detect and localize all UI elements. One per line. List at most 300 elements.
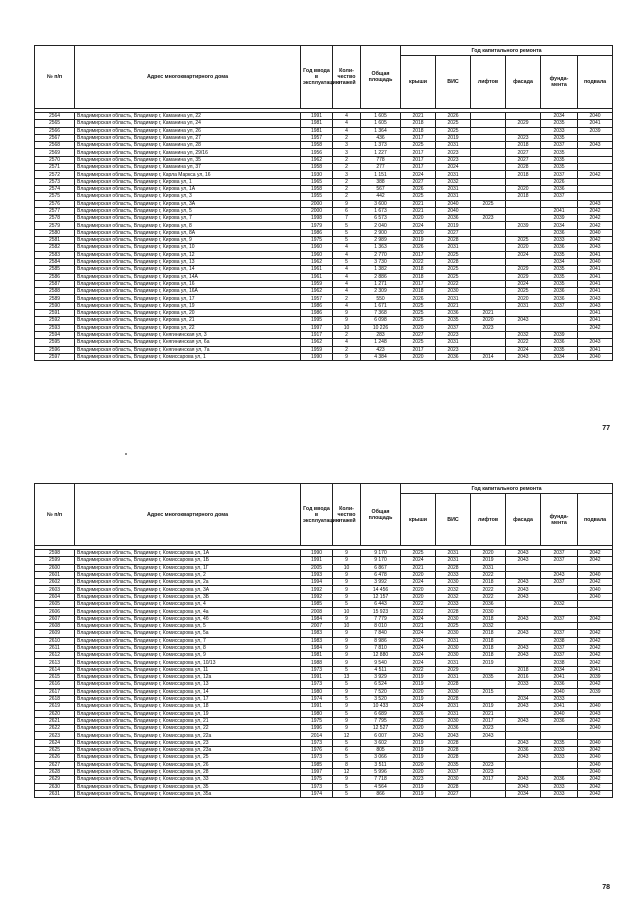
cell-address: Владимирская область, Владимир г, Кирова ул, 20 [75, 310, 301, 317]
cell-total-area: 2 770 [361, 251, 401, 258]
cell-foundation-year [541, 761, 578, 768]
cell-facade-year: 2034 [506, 695, 541, 702]
cell-address: Владимирская область, Владимир г, Каманина ул, 28 [75, 142, 301, 149]
cell-vis-year: 2030 [436, 688, 471, 695]
cell-lifts-year [471, 134, 506, 141]
cell-vis-year: 2028 [436, 608, 471, 615]
table-row [35, 666, 613, 673]
cell-row-num: 2624 [35, 739, 75, 746]
cell-basement-year [578, 601, 613, 608]
cell-address: Владимирская область, Владимир г, Комиссарова ул, 12а [75, 674, 301, 681]
cell-address: Владимирская область, Владимир г, Кирова ул, 13 [75, 258, 301, 265]
cell-total-area: 3 066 [361, 754, 401, 761]
cell-floors: 9 [333, 579, 361, 586]
cell-vis-year: 2035 [436, 317, 471, 324]
cell-vis-year: 2035 [436, 761, 471, 768]
cell-floors: 6 [333, 207, 361, 214]
cell-total-area: 9 170 [361, 557, 401, 564]
cell-vis-year: 2028 [436, 739, 471, 746]
cell-row-num: 2604 [35, 593, 75, 600]
cell-foundation-year: 2040 [541, 688, 578, 695]
cell-vis-year: 2030 [436, 288, 471, 295]
cell-lifts-year [471, 120, 506, 127]
cell-total-area: 1 227 [361, 149, 401, 156]
cell-basement-year: 2041 [578, 120, 613, 127]
cell-basement-year [578, 622, 613, 629]
cell-address: Владимирская область, Владимир г, Комиссарова ул, 11 [75, 666, 301, 673]
cell-roof-year: 2018 [401, 120, 436, 127]
cell-roof-year: 2020 [401, 215, 436, 222]
cell-vis-year: 2029 [436, 666, 471, 673]
cell-basement-year [578, 732, 613, 739]
cell-address: Владимирская область, Владимир г, Комиссарова ул, 5 [75, 622, 301, 629]
table-row [35, 601, 613, 608]
cell-year-built: 1958 [301, 185, 333, 192]
cell-vis-year: 2027 [436, 229, 471, 236]
cell-roof-year: 2025 [401, 302, 436, 309]
cell-year-built: 1988 [301, 659, 333, 666]
cell-lifts-year: 2031 [471, 564, 506, 571]
cell-lifts-year: 2022 [471, 586, 506, 593]
cell-foundation-year [541, 725, 578, 732]
cell-year-built: 1962 [301, 339, 333, 346]
table-row [35, 288, 613, 295]
cell-roof-year: 2024 [401, 222, 436, 229]
cell-foundation-year: 2035 [541, 251, 578, 258]
cell-lifts-year [471, 339, 506, 346]
header-foundation: фунда-мента [541, 56, 578, 109]
cell-roof-year: 2027 [401, 331, 436, 338]
cell-address: Владимирская область, Владимир г, Каманина ул, 22 [75, 113, 301, 120]
cell-floors: 9 [333, 659, 361, 666]
cell-row-num: 2565 [35, 120, 75, 127]
cell-basement-year: 2040 [578, 739, 613, 746]
cell-year-built: 1965 [301, 178, 333, 185]
cell-row-num: 2580 [35, 229, 75, 236]
cell-total-area: 7 840 [361, 630, 401, 637]
cell-facade-year: 2022 [506, 339, 541, 346]
cell-row-num: 2609 [35, 630, 75, 637]
cell-floors: 4 [333, 302, 361, 309]
cell-address: Владимирская область, Владимир г, Кирова ул, 3А [75, 200, 301, 207]
cell-lifts-year: 2018 [471, 644, 506, 651]
cell-total-area: 3 602 [361, 739, 401, 746]
cell-foundation-year: 2036 [541, 776, 578, 783]
cell-row-num: 2577 [35, 207, 75, 214]
cell-lifts-year [471, 156, 506, 163]
cell-year-built: 1991 [301, 113, 333, 120]
cell-year-built: 1959 [301, 346, 333, 353]
cell-row-num: 2582 [35, 244, 75, 251]
cell-vis-year: 2031 [436, 295, 471, 302]
cell-basement-year: 2041 [578, 288, 613, 295]
cell-address: Владимирская область, Владимир г, Княгининская ул, 3 [75, 331, 301, 338]
cell-foundation-year: 2037 [541, 171, 578, 178]
cell-vis-year: 2032 [436, 593, 471, 600]
cell-facade-year [506, 127, 541, 134]
cell-address: Владимирская область, Владимир г, Кирова ул, 3 [75, 193, 301, 200]
cell-lifts-year: 2018 [471, 637, 506, 644]
cell-foundation-year [541, 768, 578, 775]
cell-lifts-year: 2030 [471, 608, 506, 615]
cell-basement-year: 2042 [578, 171, 613, 178]
cell-address: Владимирская область, Владимир г, Кирова ул, 8А [75, 229, 301, 236]
cell-floors: 9 [333, 615, 361, 622]
cell-lifts-year [471, 295, 506, 302]
cell-row-num: 2597 [35, 353, 75, 360]
cell-total-area: 1 271 [361, 280, 401, 287]
cell-total-area: 6 478 [361, 571, 401, 578]
cell-year-built: 2014 [301, 732, 333, 739]
cell-total-area: 6 098 [361, 317, 401, 324]
cell-lifts-year [471, 229, 506, 236]
cell-roof-year: 2021 [401, 622, 436, 629]
cell-total-area: 3 730 [361, 258, 401, 265]
cell-facade-year: 2043 [506, 317, 541, 324]
cell-lifts-year [471, 185, 506, 192]
cell-floors: 5 [333, 739, 361, 746]
capital-repair-table-page-77 [34, 45, 613, 361]
cell-foundation-year [541, 317, 578, 324]
cell-roof-year: 2022 [401, 608, 436, 615]
cell-lifts-year [471, 273, 506, 280]
cell-foundation-year: 2033 [541, 747, 578, 754]
cell-floors: 5 [333, 666, 361, 673]
cell-vis-year: 2037 [436, 324, 471, 331]
cell-basement-year: 2042 [578, 681, 613, 688]
cell-year-built: 1983 [301, 630, 333, 637]
cell-address: Владимирская область, Владимир г, Комиссарова ул, 18 [75, 703, 301, 710]
table-row [35, 586, 613, 593]
cell-facade-year [506, 608, 541, 615]
cell-year-built: 1962 [301, 258, 333, 265]
cell-lifts-year [471, 681, 506, 688]
cell-basement-year: 2042 [578, 222, 613, 229]
cell-year-built: 2000 [301, 207, 333, 214]
cell-year-built: 1986 [301, 229, 333, 236]
cell-address: Владимирская область, Владимир г, Комиссарова ул, 26 [75, 761, 301, 768]
cell-total-area: 12 157 [361, 593, 401, 600]
cell-foundation-year [541, 564, 578, 571]
cell-facade-year [506, 229, 541, 236]
cell-basement-year: 2039 [578, 688, 613, 695]
cell-address: Владимирская область, Владимир г, Комиссарова ул, 25 [75, 754, 301, 761]
cell-roof-year: 2024 [401, 703, 436, 710]
cell-basement-year: 2040 [578, 593, 613, 600]
table-row [35, 258, 613, 265]
cell-facade-year [506, 113, 541, 120]
cell-address: Владимирская область, Владимир г, Комиссарова ул, 4 [75, 601, 301, 608]
cell-year-built: 1973 [301, 739, 333, 746]
cell-vis-year: 2033 [436, 571, 471, 578]
cell-foundation-year: 2034 [541, 222, 578, 229]
cell-vis-year: 2031 [436, 659, 471, 666]
cell-floors: 10 [333, 564, 361, 571]
cell-total-area: 283 [361, 331, 401, 338]
cell-facade-year: 2029 [506, 266, 541, 273]
cell-foundation-year: 2037 [541, 615, 578, 622]
cell-address: Владимирская область, Владимир г, Кирова ул, 10 [75, 244, 301, 251]
table-body [35, 550, 613, 798]
cell-basement-year: 2040 [578, 586, 613, 593]
cell-vis-year: 2036 [436, 215, 471, 222]
cell-roof-year: 2020 [401, 761, 436, 768]
page-number: 77 [602, 425, 610, 432]
cell-year-built: 1973 [301, 783, 333, 790]
cell-total-area: 1 363 [361, 244, 401, 251]
cell-facade-year [506, 710, 541, 717]
cell-roof-year: 2021 [401, 200, 436, 207]
cell-basement-year: 2040 [578, 571, 613, 578]
cell-floors: 9 [333, 550, 361, 557]
cell-address: Владимирская область, Владимир г, Комиссарова ул, 21 [75, 717, 301, 724]
cell-row-num: 2616 [35, 681, 75, 688]
cell-facade-year [506, 178, 541, 185]
cell-foundation-year: 2036 [541, 229, 578, 236]
cell-year-built: 2000 [301, 200, 333, 207]
cell-basement-year [578, 331, 613, 338]
cell-basement-year: 2040 [578, 353, 613, 360]
cell-year-built: 2007 [301, 622, 333, 629]
table-row [35, 557, 613, 564]
cell-total-area: 9 540 [361, 659, 401, 666]
cell-basement-year: 2042 [578, 237, 613, 244]
cell-row-num: 2586 [35, 273, 75, 280]
cell-basement-year: 2041 [578, 346, 613, 353]
cell-floors: 4 [333, 113, 361, 120]
cell-foundation-year: 2037 [541, 579, 578, 586]
cell-basement-year: 2040 [578, 761, 613, 768]
cell-facade-year: 2043 [506, 550, 541, 557]
cell-row-num: 2605 [35, 601, 75, 608]
header-year: Год ввода в эксплуатацию [301, 484, 333, 546]
cell-basement-year: 2042 [578, 550, 613, 557]
scan-speck [125, 453, 127, 455]
cell-row-num: 2570 [35, 156, 75, 163]
cell-facade-year: 2028 [506, 164, 541, 171]
cell-vis-year: 2043 [436, 732, 471, 739]
cell-vis-year: 2030 [436, 776, 471, 783]
cell-facade-year: 2043 [506, 579, 541, 586]
cell-vis-year: 2022 [436, 280, 471, 287]
cell-address: Владимирская область, Владимир г, Комиссарова ул, 1А [75, 550, 301, 557]
cell-year-built: 2005 [301, 564, 333, 571]
table-row [35, 193, 613, 200]
cell-total-area: 1 364 [361, 127, 401, 134]
cell-floors: 9 [333, 637, 361, 644]
cell-row-num: 2593 [35, 324, 75, 331]
cell-floors: 9 [333, 725, 361, 732]
cell-lifts-year [471, 666, 506, 673]
cell-address: Владимирская область, Владимир г, Комиссарова ул, 13 [75, 681, 301, 688]
cell-basement-year: 2042 [578, 615, 613, 622]
cell-total-area: 8 010 [361, 622, 401, 629]
cell-lifts-year: 2017 [471, 776, 506, 783]
cell-address: Владимирская область, Владимир г, Кирова ул, 16А [75, 288, 301, 295]
cell-row-num: 2594 [35, 331, 75, 338]
cell-row-num: 2588 [35, 288, 75, 295]
cell-roof-year: 2024 [401, 557, 436, 564]
table-row [35, 717, 613, 724]
cell-row-num: 2602 [35, 579, 75, 586]
cell-lifts-year [471, 258, 506, 265]
cell-roof-year: 2017 [401, 346, 436, 353]
cell-facade-year: 2043 [506, 593, 541, 600]
cell-total-area: 436 [361, 134, 401, 141]
header-area: Общая площадь [361, 484, 401, 546]
cell-address: Владимирская область, Владимир г, Комиссарова ул, 14 [75, 688, 301, 695]
cell-total-area: 7 795 [361, 717, 401, 724]
cell-foundation-year: 2033 [541, 237, 578, 244]
cell-address: Владимирская область, Владимир г, Кирова ул, 9 [75, 237, 301, 244]
cell-total-area: 7 520 [361, 688, 401, 695]
cell-year-built: 1959 [301, 280, 333, 287]
cell-address: Владимирская область, Владимир г, Комиссарова ул, 8 [75, 644, 301, 651]
cell-row-num: 2617 [35, 688, 75, 695]
cell-total-area: 388 [361, 178, 401, 185]
cell-floors: 2 [333, 295, 361, 302]
cell-foundation-year: 2035 [541, 164, 578, 171]
cell-vis-year: 2028 [436, 747, 471, 754]
cell-year-built: 1992 [301, 586, 333, 593]
cell-lifts-year [471, 288, 506, 295]
table-row [35, 295, 613, 302]
cell-basement-year: 2043 [578, 710, 613, 717]
table-row [35, 127, 613, 134]
cell-row-num: 2592 [35, 317, 75, 324]
cell-floors: 6 [333, 747, 361, 754]
cell-lifts-year [471, 739, 506, 746]
cell-facade-year [506, 732, 541, 739]
cell-lifts-year [471, 164, 506, 171]
cell-vis-year: 2031 [436, 339, 471, 346]
cell-floors: 9 [333, 200, 361, 207]
cell-foundation-year: 2033 [541, 695, 578, 702]
cell-vis-year: 2019 [436, 222, 471, 229]
cell-total-area: 277 [361, 164, 401, 171]
cell-floors: 2 [333, 346, 361, 353]
cell-facade-year: 2020 [506, 244, 541, 251]
cell-row-num: 2614 [35, 666, 75, 673]
cell-facade-year: 2027 [506, 156, 541, 163]
cell-lifts-year: 2018 [471, 579, 506, 586]
cell-facade-year [506, 637, 541, 644]
cell-lifts-year: 2019 [471, 703, 506, 710]
cell-basement-year: 2039 [578, 674, 613, 681]
table-row [35, 776, 613, 783]
cell-total-area: 15 923 [361, 608, 401, 615]
cell-total-area: 4 564 [361, 783, 401, 790]
cell-facade-year: 2043 [506, 615, 541, 622]
table-row [35, 317, 613, 324]
cell-roof-year: 2021 [401, 113, 436, 120]
cell-address: Владимирская область, Владимир г, Кирова ул, 16 [75, 280, 301, 287]
table-row [35, 637, 613, 644]
table-row [35, 134, 613, 141]
cell-row-num: 2631 [35, 790, 75, 797]
cell-roof-year: 2026 [401, 710, 436, 717]
table-row [35, 237, 613, 244]
cell-total-area: 1 382 [361, 266, 401, 273]
cell-foundation-year [541, 622, 578, 629]
cell-total-area: 7 718 [361, 776, 401, 783]
cell-basement-year [578, 695, 613, 702]
header-floors: Коли-чество этажей [333, 484, 361, 546]
cell-vis-year: 2031 [436, 185, 471, 192]
cell-roof-year: 2018 [401, 288, 436, 295]
cell-row-num: 2568 [35, 142, 75, 149]
cell-basement-year: 2041 [578, 666, 613, 673]
cell-year-built: 1980 [301, 688, 333, 695]
cell-year-built: 1957 [301, 134, 333, 141]
cell-row-num: 2581 [35, 237, 75, 244]
cell-address: Владимирская область, Владимир г, Комиссарова ул, 22 [75, 725, 301, 732]
table-row [35, 564, 613, 571]
table-row [35, 331, 613, 338]
cell-total-area: 2 040 [361, 222, 401, 229]
cell-floors: 2 [333, 193, 361, 200]
cell-facade-year [506, 207, 541, 214]
cell-facade-year: 2025 [506, 237, 541, 244]
cell-address: Владимирская область, Владимир г, Комиссарова ул, 7 [75, 637, 301, 644]
cell-facade-year: 2043 [506, 586, 541, 593]
cell-vis-year: 2028 [436, 783, 471, 790]
cell-address: Владимирская область, Владимир г, Комиссарова ул, 19 [75, 710, 301, 717]
cell-address: Владимирская область, Владимир г, Каманина ул, 37 [75, 164, 301, 171]
cell-foundation-year [541, 200, 578, 207]
cell-foundation-year: 2039 [541, 331, 578, 338]
cell-vis-year: 2028 [436, 564, 471, 571]
header-repair-group: Год капитального ремонта [401, 484, 613, 494]
cell-year-built: 1981 [301, 127, 333, 134]
cell-facade-year: 2020 [506, 185, 541, 192]
cell-roof-year: 2019 [401, 783, 436, 790]
cell-total-area: 2 309 [361, 288, 401, 295]
cell-total-area: 423 [361, 346, 401, 353]
cell-floors: 10 [333, 608, 361, 615]
cell-row-num: 2567 [35, 134, 75, 141]
cell-basement-year: 2043 [578, 339, 613, 346]
cell-roof-year: 2020 [401, 324, 436, 331]
table-row [35, 339, 613, 346]
cell-foundation-year: 2037 [541, 550, 578, 557]
cell-total-area: 4 384 [361, 353, 401, 360]
cell-floors: 5 [333, 783, 361, 790]
cell-floors: 5 [333, 710, 361, 717]
cell-row-num: 2573 [35, 178, 75, 185]
cell-year-built: 1979 [301, 222, 333, 229]
table-row [35, 615, 613, 622]
cell-row-num: 2618 [35, 695, 75, 702]
cell-address: Владимирская область, Владимир г, Кирова ул, 22 [75, 324, 301, 331]
cell-row-num: 2627 [35, 761, 75, 768]
cell-total-area: 10 433 [361, 703, 401, 710]
cell-year-built: 1993 [301, 571, 333, 578]
cell-year-built: 1980 [301, 710, 333, 717]
cell-lifts-year: 2020 [471, 550, 506, 557]
cell-row-num: 2622 [35, 725, 75, 732]
cell-total-area: 3 992 [361, 579, 401, 586]
cell-foundation-year: 2037 [541, 644, 578, 651]
cell-year-built: 1976 [301, 747, 333, 754]
cell-basement-year: 2041 [578, 251, 613, 258]
cell-roof-year: 2020 [401, 586, 436, 593]
cell-floors: 9 [333, 310, 361, 317]
cell-roof-year: 2022 [401, 258, 436, 265]
cell-floors: 9 [333, 776, 361, 783]
cell-total-area: 3 511 [361, 761, 401, 768]
cell-floors: 5 [333, 681, 361, 688]
